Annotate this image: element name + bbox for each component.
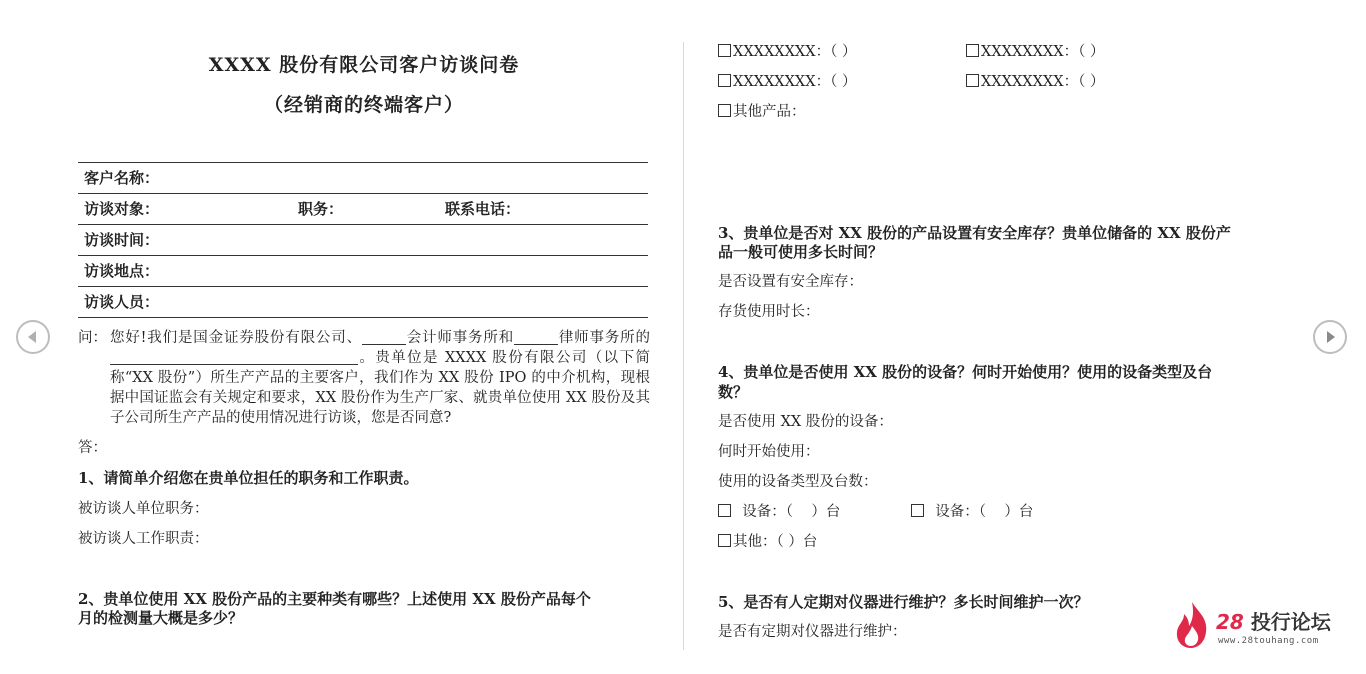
question-4-line-2: 数？ bbox=[718, 383, 749, 401]
q3-answer-safety-stock: 是否设置有安全库存： bbox=[718, 274, 863, 290]
device-option-2: 设备：（ ）台 bbox=[911, 502, 1033, 522]
interviewee-label: 访谈对象： bbox=[84, 200, 160, 218]
info-row-customer bbox=[78, 163, 648, 194]
intro-part-3: 律师事务所的 bbox=[558, 330, 650, 346]
document-subtitle: （经销商的终端客户） bbox=[263, 94, 464, 116]
product-option-2: XXXXXXXX：（ ） bbox=[966, 42, 1104, 62]
product-option-4: XXXXXXXX：（ ） bbox=[966, 72, 1104, 92]
checkbox[interactable] bbox=[718, 104, 731, 117]
left-page bbox=[78, 0, 650, 674]
intro-part-1: 您好!我们是国金证券股份有限公司、 bbox=[110, 330, 362, 346]
question-2-line-1: 2、贵单位使用 XX 股份产品的主要种类有哪些？上述使用 XX 股份产品每个 bbox=[78, 590, 591, 608]
checkbox[interactable] bbox=[966, 44, 979, 57]
intro-question-label: 问： bbox=[78, 330, 107, 346]
info-table bbox=[78, 162, 648, 318]
question-3-line-1: 3、贵单位是否对 XX 股份的产品设置有安全库存？贵单位储备的 XX 股份产 bbox=[718, 224, 1231, 242]
device-option-1: 设备：（ ）台 bbox=[718, 502, 840, 522]
prev-page-button[interactable] bbox=[16, 320, 50, 354]
blank-line bbox=[362, 329, 406, 345]
answer-label: 答： bbox=[78, 440, 107, 456]
staff-label: 访谈人员： bbox=[84, 293, 160, 311]
chevron-left-icon bbox=[18, 322, 48, 352]
flame-icon bbox=[1172, 600, 1212, 650]
next-page-button[interactable] bbox=[1313, 320, 1347, 354]
intro-paragraph bbox=[110, 328, 650, 428]
question-4-line-1: 4、贵单位是否使用 XX 股份的设备？何时开始使用？使用的设备类型及台 bbox=[718, 363, 1213, 381]
checkbox[interactable] bbox=[966, 74, 979, 87]
q5-answer-maintenance: 是否有定期对仪器进行维护： bbox=[718, 624, 907, 640]
customer-name-label: 客户名称： bbox=[84, 169, 160, 187]
info-row-place bbox=[78, 256, 648, 287]
info-row-interviewee bbox=[78, 194, 648, 225]
position-label: 职务： bbox=[298, 200, 344, 218]
logo-url: www.28touhang.com bbox=[1218, 636, 1319, 646]
document-title: XXXX 股份有限公司客户访谈问卷 bbox=[208, 54, 520, 76]
checkbox[interactable] bbox=[911, 504, 924, 517]
q4-answer-use: 是否使用 XX 股份的设备： bbox=[718, 414, 893, 430]
checkbox[interactable] bbox=[718, 504, 731, 517]
checkbox[interactable] bbox=[718, 74, 731, 87]
question-5: 5、是否有人定期对仪器进行维护？多长时间维护一次？ bbox=[718, 593, 1089, 611]
blank-line bbox=[110, 349, 358, 365]
question-3-line-2: 品一般可使用多长时间？ bbox=[718, 243, 884, 261]
product-option-1: XXXXXXXX：（ ） bbox=[718, 42, 856, 62]
q4-answer-start: 何时开始使用： bbox=[718, 444, 820, 460]
info-row-staff bbox=[78, 287, 648, 318]
info-row-time bbox=[78, 225, 648, 256]
q4-answer-type: 使用的设备类型及台数： bbox=[718, 474, 878, 490]
blank-line bbox=[514, 329, 558, 345]
q1-answer-position: 被访谈人单位职务： bbox=[78, 501, 209, 517]
q1-answer-duties: 被访谈人工作职责： bbox=[78, 531, 209, 547]
question-2-line-2: 月的检测量大概是多少？ bbox=[78, 609, 244, 627]
checkbox[interactable] bbox=[718, 44, 731, 57]
right-page bbox=[718, 0, 1288, 674]
time-label: 访谈时间： bbox=[84, 231, 160, 249]
product-option-other: 其他产品： bbox=[718, 102, 806, 122]
intro-part-2: 会计师事务所和 bbox=[405, 330, 515, 346]
question-1: 1、请简单介绍您在贵单位担任的职务和工作职责。 bbox=[78, 469, 419, 487]
place-label: 访谈地点： bbox=[84, 262, 160, 280]
q3-answer-duration: 存货使用时长： bbox=[718, 304, 820, 320]
device-option-other: 其他：（ ）台 bbox=[718, 532, 817, 552]
intro-part-4: 。贵单位是 XXXX 股份有限公司（以下简称“XX 股份”）所生产产品的主要客户，我们作为 XX 股份 IPO 的中介机构，现根据中国证监会有关规定和要求，XX 股份作为生产厂家、就贵单位使用 XX 股份及其子公司所生产产品的使用情况进行访谈，您是否同意? bbox=[110, 350, 650, 426]
site-logo[interactable] bbox=[1172, 600, 1342, 650]
chevron-right-icon bbox=[1315, 322, 1345, 352]
product-option-3: XXXXXXXX：（ ） bbox=[718, 72, 856, 92]
logo-text: 28 投行论坛 bbox=[1216, 610, 1331, 634]
page-divider bbox=[683, 42, 684, 650]
phone-label: 联系电话： bbox=[445, 200, 521, 218]
checkbox[interactable] bbox=[718, 534, 731, 547]
